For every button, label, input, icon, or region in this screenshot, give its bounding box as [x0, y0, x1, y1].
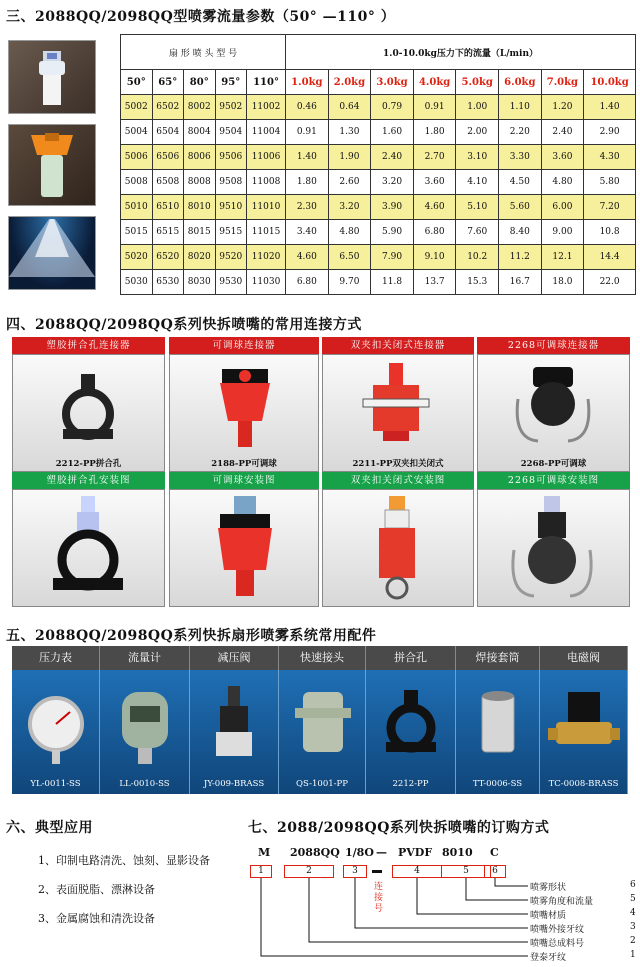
fan-model-header: 扇 形 喷 头 型 号	[121, 35, 286, 70]
connector-header: 2268可调球连接器	[477, 337, 630, 354]
flow-cell: 4.30	[584, 145, 636, 170]
flow-cell: 5.10	[456, 195, 499, 220]
order-code-ext-thread: 1/8O	[345, 846, 374, 859]
install-header: 可调球安装图	[169, 472, 319, 489]
model-cell: 9510	[215, 195, 247, 220]
order-code-thread: M	[258, 846, 271, 859]
flow-cell: 11.2	[499, 245, 542, 270]
model-cell: 8020	[184, 245, 216, 270]
flow-cell: 3.60	[541, 145, 584, 170]
connector-caption: 2211-PP双夹扣关闭式	[352, 459, 444, 469]
flow-cell: 4.50	[499, 170, 542, 195]
flow-cell: 0.64	[328, 95, 371, 120]
legend-number: 1	[630, 950, 636, 960]
model-cell: 11008	[247, 170, 286, 195]
flow-cell: 9.00	[541, 220, 584, 245]
flow-cell: 0.91	[413, 95, 456, 120]
pressure-header: 2.0kg	[328, 70, 371, 95]
flow-cell: 1.40	[584, 95, 636, 120]
order-code-material: PVDF	[398, 846, 433, 859]
flow-cell: 1.00	[456, 95, 499, 120]
flow-cell: 3.90	[371, 195, 414, 220]
pressure-header: 4.0kg	[413, 70, 456, 95]
model-cell: 11002	[247, 95, 286, 120]
accessory-header: 电磁阀	[540, 646, 628, 670]
pressure-header: 6.0kg	[499, 70, 542, 95]
accessory-header: 快速接头	[279, 646, 366, 670]
model-cell: 6530	[152, 270, 184, 295]
install-header: 双夹扣关闭式安装图	[322, 472, 474, 489]
model-cell: 9502	[215, 95, 247, 120]
section7-title: 七、2088/2098QQ系列快拆喷嘴的订购方式	[248, 820, 550, 836]
flow-cell: 4.80	[328, 220, 371, 245]
model-cell: 5010	[121, 195, 153, 220]
flow-cell: 6.80	[413, 220, 456, 245]
flow-header: 1.0-10.0kg压力下的流量（L/min）	[286, 35, 636, 70]
model-cell: 11020	[247, 245, 286, 270]
flow-cell: 1.40	[286, 145, 329, 170]
flow-cell: 16.7	[499, 270, 542, 295]
legend-label: 登泰牙纹	[530, 953, 567, 963]
flow-cell: 0.91	[286, 120, 329, 145]
model-cell: 11010	[247, 195, 286, 220]
flow-cell: 2.00	[456, 120, 499, 145]
legend-number: 5	[630, 894, 636, 904]
legend-label: 喷嘴外接牙纹	[530, 925, 585, 935]
pressure-header: 10.0kg	[584, 70, 636, 95]
order-code-assembly: 2088QQ	[290, 846, 340, 859]
model-cell: 8002	[184, 95, 216, 120]
model-cell: 9520	[215, 245, 247, 270]
flow-cell: 2.20	[499, 120, 542, 145]
model-cell: 11004	[247, 120, 286, 145]
application-item-1: 1、印制电路清洗、蚀刻、显影设备	[38, 854, 210, 867]
flow-cell: 13.7	[413, 270, 456, 295]
legend-label: 喷雾形状	[530, 883, 567, 893]
flow-cell: 1.80	[286, 170, 329, 195]
accessory-code: 2212-PP	[392, 779, 429, 789]
order-box-6: 6	[484, 865, 506, 878]
legend-item	[530, 908, 640, 921]
flow-cell: 2.70	[413, 145, 456, 170]
flow-cell: 8.40	[499, 220, 542, 245]
flow-cell: 3.40	[286, 220, 329, 245]
model-cell: 11006	[247, 145, 286, 170]
section4-title: 四、2088QQ/2098QQ系列快拆喷嘴的常用连接方式	[6, 317, 362, 333]
order-box-4: 4	[392, 865, 442, 878]
model-cell: 5020	[121, 245, 153, 270]
order-code-pattern: C	[490, 846, 499, 859]
flow-cell: 22.0	[584, 270, 636, 295]
pressure-header: 7.0kg	[541, 70, 584, 95]
flow-cell: 12.1	[541, 245, 584, 270]
model-cell: 11030	[247, 270, 286, 295]
accessory-code: JY-009-BRASS	[203, 779, 265, 789]
model-cell: 6506	[152, 145, 184, 170]
flow-cell: 5.80	[584, 170, 636, 195]
flow-cell: 7.60	[456, 220, 499, 245]
model-cell: 5004	[121, 120, 153, 145]
legend-item	[530, 936, 640, 949]
order-box-2: 2	[284, 865, 334, 878]
accessory-header: 压力表	[12, 646, 100, 670]
flow-cell: 7.90	[371, 245, 414, 270]
connector-caption: 2268-PP可调球	[520, 459, 587, 469]
flow-cell: 2.40	[371, 145, 414, 170]
flow-cell: 1.10	[499, 95, 542, 120]
accessory-code: TT-0006-SS	[472, 779, 523, 789]
flow-cell: 14.4	[584, 245, 636, 270]
flow-cell: 4.80	[541, 170, 584, 195]
model-cell: 5006	[121, 145, 153, 170]
legend-number: 2	[630, 936, 636, 946]
model-cell: 8010	[184, 195, 216, 220]
flow-cell: 5.90	[371, 220, 414, 245]
flow-cell: 5.60	[499, 195, 542, 220]
install-header: 2268可调球安装图	[477, 472, 630, 489]
model-cell: 9508	[215, 170, 247, 195]
model-cell: 6504	[152, 120, 184, 145]
install-header: 塑胶拼合孔安装图	[12, 472, 165, 489]
connector-header: 可调球连接器	[169, 337, 319, 354]
flow-cell: 6.00	[541, 195, 584, 220]
legend-item	[530, 880, 640, 893]
application-item-2: 2、表面脱脂、漂淋设备	[38, 883, 155, 896]
model-cell: 8030	[184, 270, 216, 295]
model-cell: 6515	[152, 220, 184, 245]
pressure-header: 1.0kg	[286, 70, 329, 95]
accessory-code: LL-0010-SS	[119, 779, 170, 789]
model-cell: 6520	[152, 245, 184, 270]
model-cell: 5030	[121, 270, 153, 295]
flow-cell: 2.30	[286, 195, 329, 220]
order-code-angle-flow: 8010	[442, 846, 473, 859]
model-cell: 5002	[121, 95, 153, 120]
section3-title: 三、2088QQ/2098QQ型喷雾流量参数（50° —110° ）	[6, 9, 396, 25]
flow-cell: 2.90	[584, 120, 636, 145]
flow-cell: 9.70	[328, 270, 371, 295]
flow-cell: 4.10	[456, 170, 499, 195]
flow-cell: 10.8	[584, 220, 636, 245]
flow-cell: 3.20	[328, 195, 371, 220]
flow-cell: 3.20	[371, 170, 414, 195]
application-item-3: 3、金属腐蚀和清洗设备	[38, 912, 155, 925]
order-box-5: 5	[441, 865, 491, 878]
model-cell: 8008	[184, 170, 216, 195]
flow-cell: 3.10	[456, 145, 499, 170]
connector-caption: 2188-PP可调球	[211, 459, 277, 469]
model-cell: 9530	[215, 270, 247, 295]
accessory-header: 减压阀	[190, 646, 279, 670]
angle-header: 65°	[152, 70, 184, 95]
flow-cell: 0.46	[286, 95, 329, 120]
flow-cell: 2.40	[541, 120, 584, 145]
model-cell: 6508	[152, 170, 184, 195]
model-cell: 8006	[184, 145, 216, 170]
accessory-code: QS-1001-PP	[296, 779, 348, 789]
legend-number: 6	[630, 880, 636, 890]
flow-cell: 6.50	[328, 245, 371, 270]
model-cell: 9506	[215, 145, 247, 170]
angle-header: 80°	[184, 70, 216, 95]
accessory-header: 流量计	[100, 646, 190, 670]
flow-cell: 9.10	[413, 245, 456, 270]
pressure-header: 5.0kg	[456, 70, 499, 95]
order-box-3: 3	[343, 865, 367, 878]
model-cell: 9504	[215, 120, 247, 145]
flow-cell: 4.60	[413, 195, 456, 220]
connector-header: 塑胶拼合孔连接器	[12, 337, 165, 354]
model-cell: 5015	[121, 220, 153, 245]
legend-label: 喷嘴材质	[530, 911, 567, 921]
flow-cell: 1.30	[328, 120, 371, 145]
flow-cell: 2.60	[328, 170, 371, 195]
flow-cell: 18.0	[541, 270, 584, 295]
model-cell: 8004	[184, 120, 216, 145]
order-box-1: 1	[250, 865, 272, 878]
flow-cell: 1.60	[371, 120, 414, 145]
angle-header: 110°	[247, 70, 286, 95]
accessory-code: YL-0011-SS	[30, 779, 81, 789]
connector-caption: 2212-PP拼合孔	[55, 459, 122, 469]
accessory-code: TC-0008-BRASS	[548, 779, 619, 789]
flow-cell: 1.90	[328, 145, 371, 170]
model-cell: 5008	[121, 170, 153, 195]
flow-cell: 1.80	[413, 120, 456, 145]
flow-cell: 7.20	[584, 195, 636, 220]
section5-title: 五、2088QQ/2098QQ系列快拆扇形喷雾系统常用配件	[6, 628, 377, 644]
flow-cell: 3.60	[413, 170, 456, 195]
legend-label: 喷雾角度和流量	[530, 897, 594, 907]
flow-cell: 3.30	[499, 145, 542, 170]
section6-title: 六、典型应用	[6, 820, 93, 836]
legend-item	[530, 922, 640, 935]
flow-cell: 6.80	[286, 270, 329, 295]
model-cell: 8015	[184, 220, 216, 245]
model-cell: 9515	[215, 220, 247, 245]
connector-note: 连接号	[374, 882, 384, 914]
flow-cell: 4.60	[286, 245, 329, 270]
flow-cell: 11.8	[371, 270, 414, 295]
legend-number: 4	[630, 908, 636, 918]
pressure-header: 3.0kg	[371, 70, 414, 95]
angle-header: 50°	[121, 70, 153, 95]
model-cell: 11015	[247, 220, 286, 245]
legend-label: 喷嘴总成料号	[530, 939, 585, 949]
flow-cell: 10.2	[456, 245, 499, 270]
flow-cell: 1.20	[541, 95, 584, 120]
angle-header: 95°	[215, 70, 247, 95]
accessory-header: 焊接套筒	[456, 646, 540, 670]
legend-number: 3	[630, 922, 636, 932]
connector-header: 双夹扣关闭式连接器	[322, 337, 474, 354]
legend-item	[530, 950, 640, 963]
flow-cell: 15.3	[456, 270, 499, 295]
order-dash: —	[376, 846, 387, 859]
flow-cell: 0.79	[371, 95, 414, 120]
model-cell: 6502	[152, 95, 184, 120]
model-cell: 6510	[152, 195, 184, 220]
accessory-header: 拼合孔	[366, 646, 456, 670]
legend-item	[530, 894, 640, 907]
